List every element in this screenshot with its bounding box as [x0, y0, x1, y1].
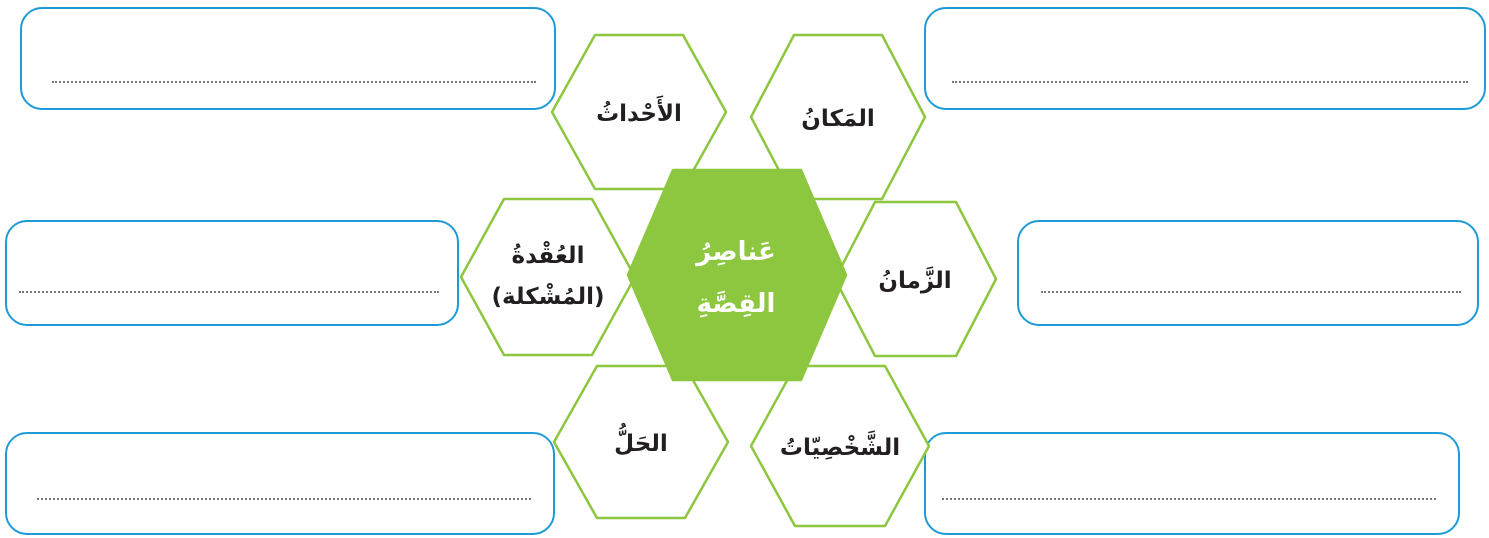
- hex-label-plot-line2: (المُشْكلة): [491, 284, 605, 310]
- hex-label-solution: الحَلُّ: [614, 431, 668, 457]
- hex-label-plot-line1: العُقْدةُ: [511, 243, 585, 269]
- hex-solution: [554, 366, 728, 518]
- hex-label-time: الزَّمانُ: [878, 268, 952, 294]
- hex-label-place: المَكانُ: [801, 106, 875, 132]
- hex-center: [628, 170, 846, 380]
- hex-characters: [751, 366, 929, 526]
- center-title-line1: عَناصِرُ: [696, 237, 776, 267]
- hex-label-events: الأَحْداثُ: [596, 101, 682, 127]
- center-title-line2: القِصَّةِ: [696, 289, 776, 319]
- hex-label-characters: الشَّخْصِيّاتُ: [779, 435, 901, 461]
- hex-plot: [461, 199, 635, 355]
- hex-time: [835, 202, 996, 356]
- hex-events: [552, 35, 726, 189]
